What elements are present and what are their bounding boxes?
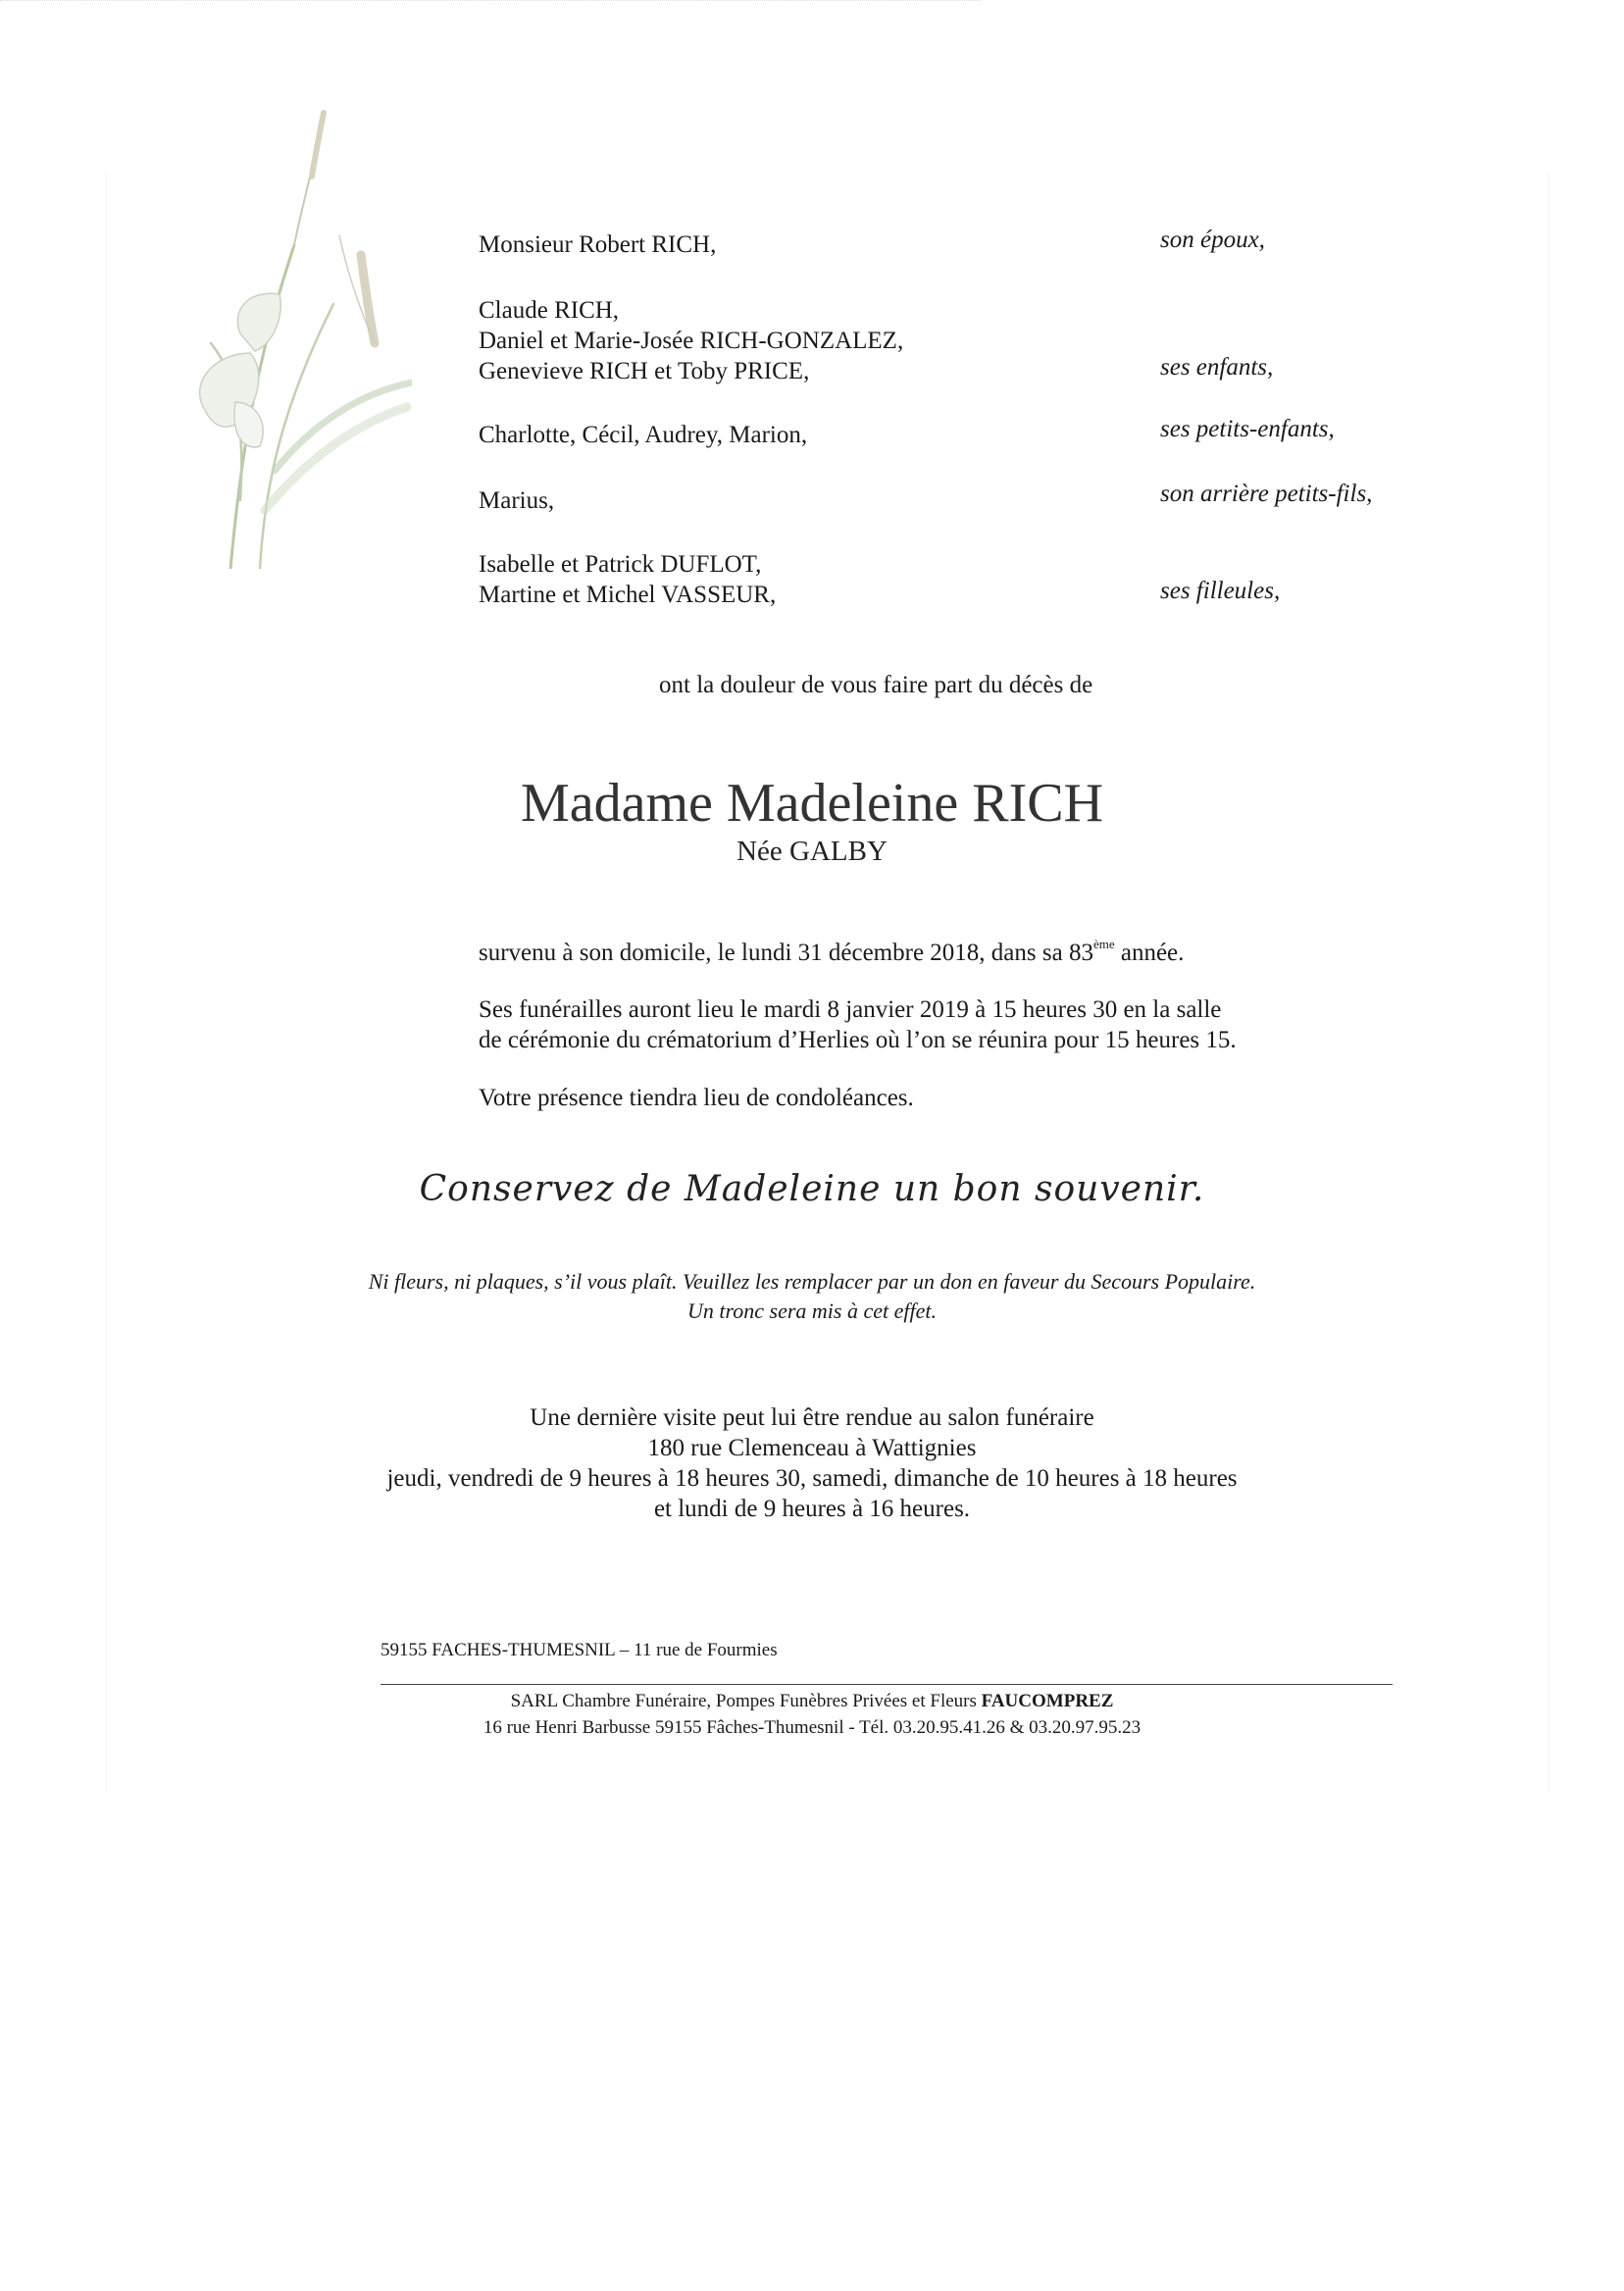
funeral-line: Ses funérailles auront lieu le mardi 8 janvier 2019 à 15 heures 30 en la salle: [479, 996, 1222, 1023]
company-name: FAUCOMPREZ: [981, 1691, 1114, 1711]
ordinal-suffix: ème: [1092, 937, 1115, 951]
company-line: [0, 1689, 1624, 1714]
condolences-text: Votre présence tiendra lieu de condoléances.: [479, 1085, 914, 1111]
family-name-line: Claude RICH,: [479, 297, 620, 324]
footer-divider: [381, 1684, 1393, 1685]
funeral-line: de cérémonie du crématorium d’Herlies où l’on se réunira pour 15 heures 15.: [479, 1027, 1237, 1053]
visit-line: jeudi, vendredi de 9 heures à 18 heures 30, samedi, dimanche de 10 heures à 18 heures: [386, 1465, 1238, 1492]
family-name-line: Charlotte, Cécil, Audrey, Marion,: [479, 422, 808, 448]
deceased-name: Madame Madeleine RICH: [520, 773, 1104, 834]
address-line: 59155 FACHES-THUMESNIL – 11 rue de Fourmies: [381, 1640, 778, 1660]
death-notice: [479, 937, 1184, 970]
family-relation: son arrière petits-fils,: [1160, 481, 1373, 507]
family-relation: ses filleules,: [1160, 578, 1281, 604]
flowers-note-line: Un tronc sera mis à cet effet.: [687, 1298, 937, 1323]
death-notice-text: survenu à son domicile, le lundi 31 décembre 2018, dans sa 83: [479, 940, 1093, 966]
family-relation: ses enfants,: [1160, 354, 1274, 381]
announcement-text: ont la douleur de vous faire part du décès de: [659, 672, 1093, 698]
company-description: SARL Chambre Funéraire, Pompes Funèbres Privées et Fleurs: [510, 1691, 977, 1711]
death-notice-end: année.: [1114, 940, 1185, 966]
family-name-line: Monsieur Robert RICH,: [479, 231, 717, 258]
family-name-line: Martine et Michel VASSEUR,: [479, 582, 777, 608]
visit-line: 180 rue Clemenceau à Wattignies: [647, 1435, 977, 1461]
family-relation: son époux,: [1160, 227, 1265, 253]
lily-illustration: [147, 108, 412, 569]
visit-line: Une dernière visite peut lui être rendue au salon funéraire: [530, 1404, 1094, 1431]
scan-top-edge: [0, 0, 981, 1]
family-name-line: Marius,: [479, 487, 555, 514]
family-name-line: Genevieve RICH et Toby PRICE,: [479, 358, 810, 384]
family-name-line: Isabelle et Patrick DUFLOT,: [479, 551, 762, 578]
keepsake-script: Conservez de Madeleine un bon souvenir.: [419, 1169, 1205, 1209]
flowers-note-line: Ni fleurs, ni plaques, s’il vous plaît. Veuillez les remplacer par un don en faveur du Secours Populaire.: [368, 1269, 1256, 1294]
family-name-line: Daniel et Marie-Josée RICH-GONZALEZ,: [479, 328, 904, 354]
visit-line: et lundi de 9 heures à 16 heures.: [653, 1496, 971, 1522]
family-relation: ses petits-enfants,: [1160, 416, 1335, 442]
company-contact: 16 rue Henri Barbusse 59155 Fâches-Thumesnil - Tél. 03.20.95.41.26 & 03.20.97.95.23: [482, 1717, 1142, 1738]
maiden-name: Née GALBY: [736, 836, 888, 867]
